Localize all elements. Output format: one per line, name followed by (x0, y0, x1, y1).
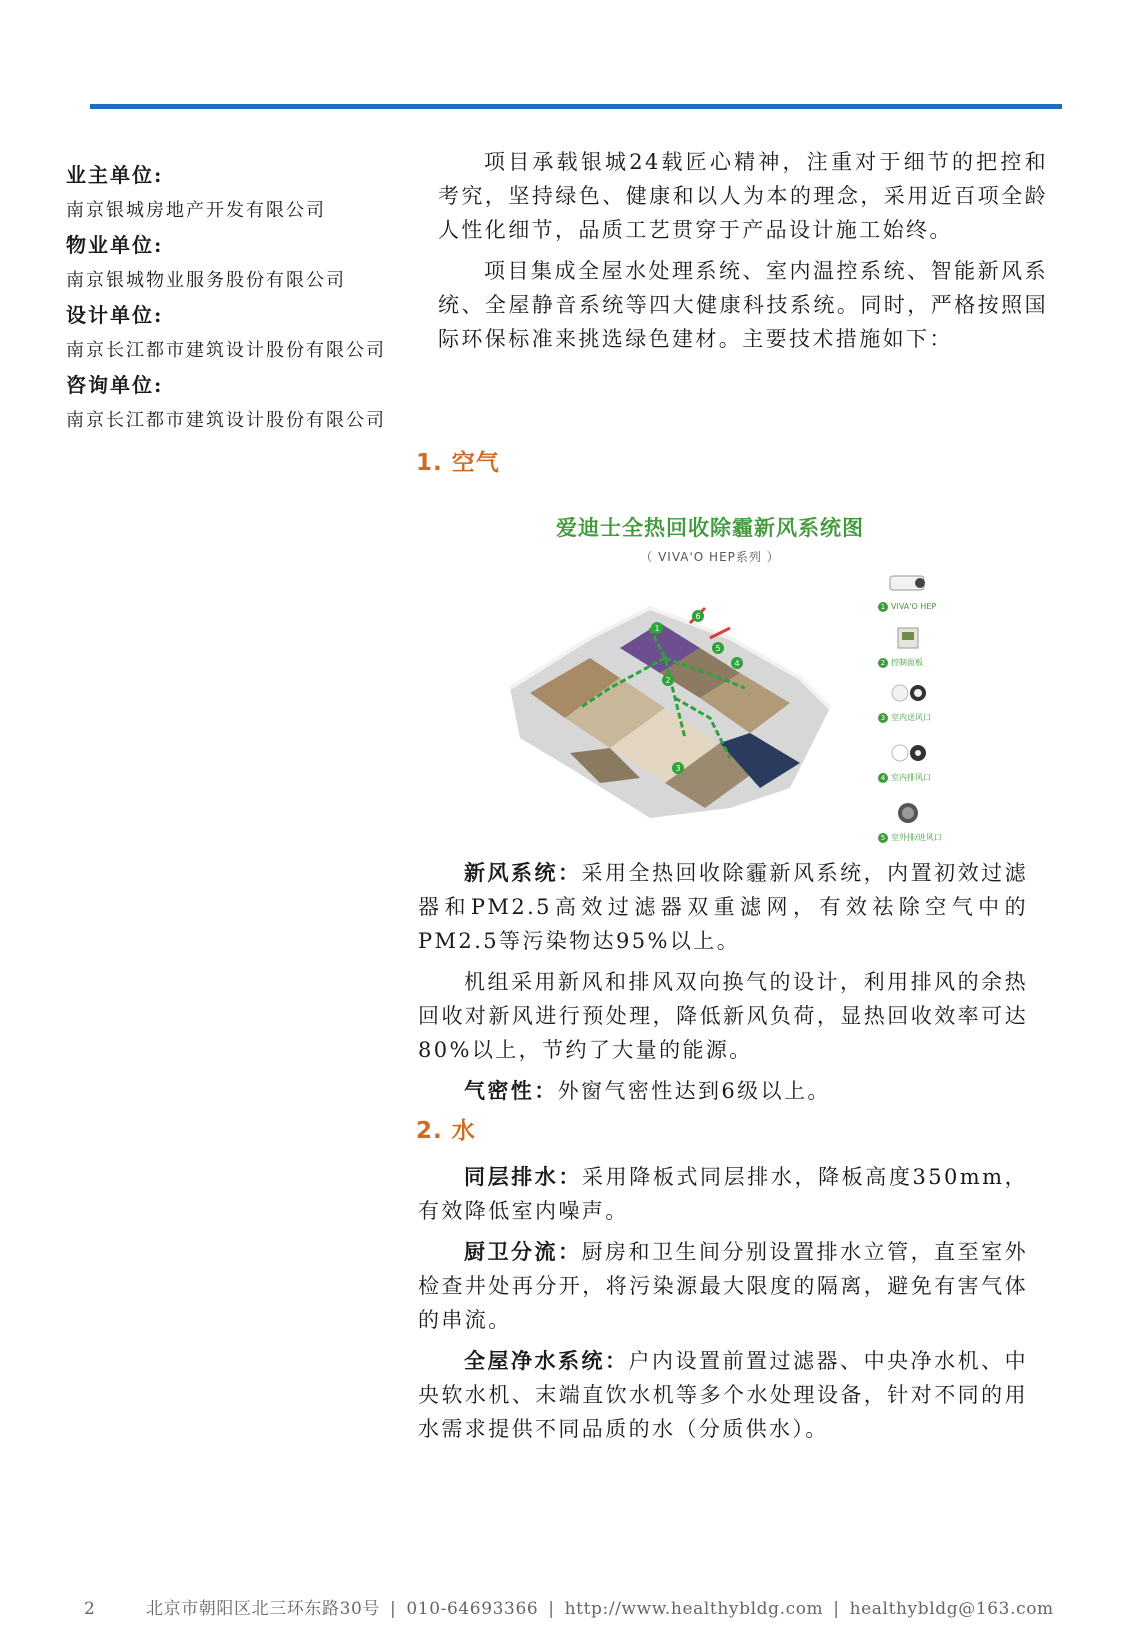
fresh-air-text: 采用全热回收除霾新风系统，内置初效过滤器和PM2.5高效过滤器双重滤网，有效祛除空气中的PM2.5等污染物达95%以上。 (418, 861, 1029, 953)
owner-value: 南京银城房地产开发有限公司 (66, 200, 326, 221)
airtightness-label: 气密性： (464, 1078, 558, 1103)
owner-label: 业主单位: (66, 163, 164, 187)
airtightness-paragraph (418, 1074, 1028, 1108)
property-value: 南京银城物业服务股份有限公司 (66, 270, 346, 291)
same-floor-drainage-text: 采用降板式同层排水，降板高度350mm，有效降低室内噪声。 (418, 1165, 1028, 1223)
same-floor-drainage-label: 同层排水： (464, 1164, 583, 1189)
legend-label: 室内排风口 (891, 773, 931, 782)
design-value: 南京长江都市建筑设计股份有限公司 (66, 340, 386, 361)
ventilation-unit-icon (886, 570, 930, 596)
legend-item: 2 控制面板 (878, 625, 960, 668)
footer-phone: 010-64693366 (406, 1599, 539, 1619)
ventilation-diagram (500, 508, 960, 868)
legend-label: 室外排/进风口 (891, 833, 942, 842)
water-paragraphs (418, 1160, 1028, 1453)
legend-item: 4 室内排风口 (878, 740, 960, 783)
design-label: 设计单位: (66, 303, 164, 327)
exhaust-vent-icon (886, 740, 930, 766)
fresh-air-label: 新风系统： (464, 860, 582, 885)
footer-email[interactable]: healthybldg@163.com (849, 1599, 1054, 1619)
same-floor-drainage-paragraph (418, 1160, 1028, 1228)
consult-value: 南京长江都市建筑设计股份有限公司 (66, 410, 386, 431)
section-title-water: 2. 水 (416, 1118, 476, 1144)
page-number: 2 (84, 1599, 96, 1619)
supply-vent-icon (886, 680, 930, 706)
marker-2: 2 (665, 676, 671, 685)
kitchen-bath-separation-paragraph (418, 1235, 1028, 1337)
legend-label: 控制面板 (891, 658, 923, 667)
diagram-subtitle: （ VIVA'O HEP系列 ） (640, 550, 780, 564)
water-purification-text: 户内设置前置过滤器、中央净水机、中央软水机、末端直饮水机等多个水处理设备，针对不同的用水需求提供不同品质的水（分质供水）。 (418, 1349, 1028, 1441)
marker-4: 4 (734, 659, 740, 668)
marker-5: 5 (715, 644, 721, 653)
floorplan-illustration (500, 568, 860, 828)
legend-label: 室内送风口 (891, 713, 931, 722)
section-title-air: 1. 空气 (416, 450, 500, 476)
consult-label: 咨询单位: (66, 373, 164, 397)
airtightness-text: 外窗气密性达到6级以上。 (557, 1079, 831, 1103)
legend-label: VIVA'O HEP (891, 602, 937, 611)
diagram-title: 爱迪士全热回收除霾新风系统图 (556, 516, 864, 540)
intro-paragraph-1: 项目承载银城24载匠心精神，注重对于细节的把控和考究，坚持绿色、健康和以人为本的理念，采用近百项全龄人性化细节，品质工艺贯穿于产品设计施工始终。 (438, 150, 1048, 242)
kitchen-bath-separation-text: 厨房和卫生间分别设置排水立管，直至室外检查井处再分开，将污染源最大限度的隔离，避免有害气体的串流。 (418, 1240, 1029, 1332)
marker-6: 6 (695, 612, 701, 621)
water-purification-paragraph (418, 1344, 1028, 1446)
legend-item: 3 室内送风口 (878, 680, 960, 723)
intro-paragraph-2: 项目集成全屋水处理系统、室内温控系统、智能新风系统、全屋静音系统等四大健康科技系统。同时，严格按照国际环保标准来挑选绿色建材。主要技术措施如下： (438, 259, 1048, 351)
header-rule (90, 104, 1062, 109)
page-footer: 2 北京市朝阳区北三环东路30号 | 010-64693366 | http://www.healthybldg.com | healthybldg@163.com (84, 1599, 1054, 1619)
outdoor-vent-icon (886, 800, 930, 826)
legend-item: 1 VIVA'O HEP (878, 570, 960, 612)
fresh-air-paragraph (418, 856, 1028, 958)
main-content (438, 145, 1048, 363)
control-panel-icon (886, 625, 930, 651)
legend-item: 5 室外排/进风口 (878, 800, 960, 843)
footer-url[interactable]: http://www.healthybldg.com (564, 1599, 824, 1619)
marker-3: 3 (675, 764, 681, 773)
footer-address: 北京市朝阳区北三环东路30号 (146, 1599, 381, 1619)
air-paragraphs (418, 856, 1028, 1115)
property-label: 物业单位: (66, 233, 164, 257)
water-purification-label: 全屋净水系统： (464, 1348, 629, 1373)
project-info (66, 158, 426, 438)
kitchen-bath-separation-label: 厨卫分流： (464, 1239, 582, 1264)
heat-recovery-paragraph: 机组采用新风和排风双向换气的设计，利用排风的余热回收对新风进行预处理，降低新风负荷，显热回收效率可达80%以上，节约了大量的能源。 (418, 970, 1028, 1062)
marker-1: 1 (654, 624, 660, 633)
